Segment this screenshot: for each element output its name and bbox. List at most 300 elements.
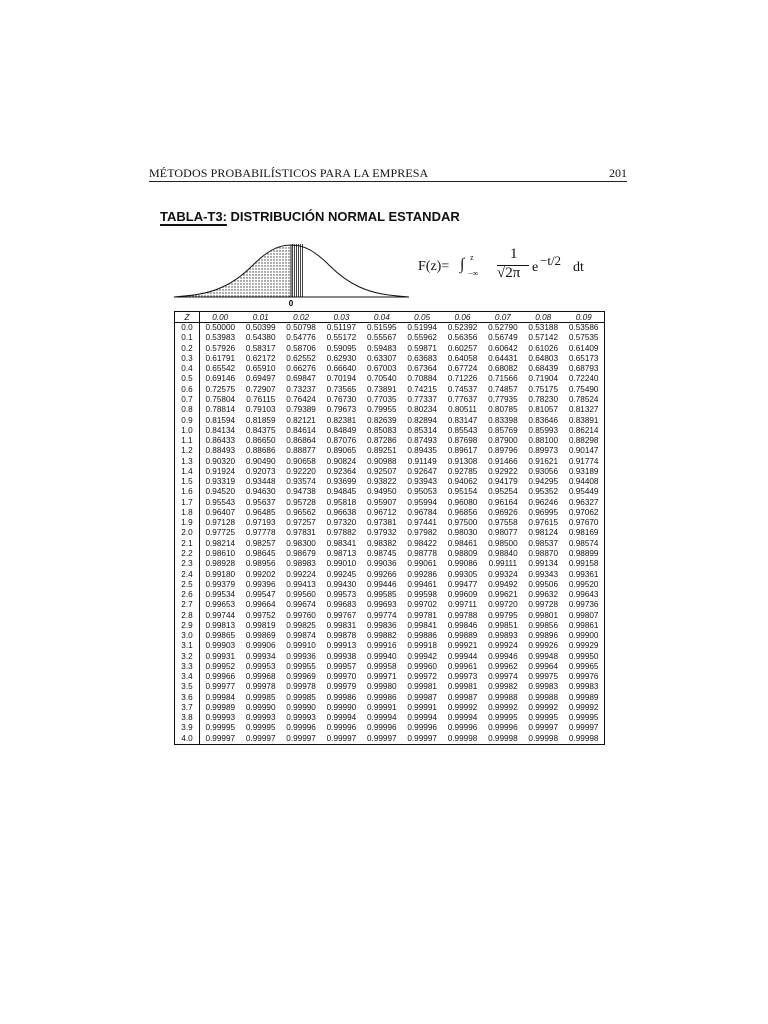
probability-cell: 0.80511 <box>448 405 477 415</box>
probability-cell: 0.99396 <box>245 579 276 589</box>
probability-cell: 0.88877 <box>286 446 316 456</box>
probability-cell: 0.99966 <box>205 672 236 682</box>
z-value-cell: 2.7 <box>175 600 200 610</box>
probability-cell: 0.99801 <box>528 610 559 620</box>
probability-cell: 0.95352 <box>528 487 559 497</box>
probability-cell: 0.99997 <box>286 733 316 743</box>
z-value-cell: 3.8 <box>175 713 200 723</box>
probability-cell: 0.99953 <box>245 661 276 671</box>
probability-cell: 0.93056 <box>528 466 559 476</box>
column-header: 0.06 <box>442 312 482 323</box>
z-value-cell: 1.8 <box>175 508 200 518</box>
probability-cell: 0.70194 <box>326 374 357 384</box>
z-value-cell: 2.4 <box>175 569 200 579</box>
probability-cell: 0.99224 <box>286 569 316 579</box>
probability-cell: 0.98645 <box>245 548 276 558</box>
probability-cell: 0.79673 <box>326 405 357 415</box>
probability-cell: 0.98610 <box>205 548 236 558</box>
probability-cell: 0.87076 <box>326 436 357 446</box>
probability-cell: 0.87698 <box>447 436 478 446</box>
probability-cell: 0.99994 <box>407 713 437 723</box>
probability-cell: 0.99976 <box>568 672 599 682</box>
z-value-cell: 3.7 <box>175 703 200 713</box>
probability-cell: 0.99964 <box>528 661 559 671</box>
probability-cell: 0.95728 <box>286 497 316 507</box>
probability-cell: 0.72907 <box>245 384 276 394</box>
probability-cell: 0.96485 <box>245 507 276 517</box>
probability-cell: 0.84849 <box>326 425 357 435</box>
probability-cell: 0.99906 <box>245 641 276 651</box>
probability-cell: 0.98809 <box>447 548 478 558</box>
probability-cell: 0.75804 <box>205 394 236 404</box>
probability-cell: 0.99865 <box>205 631 236 641</box>
z-value-cell: 2.1 <box>175 539 200 549</box>
table-row <box>175 364 605 374</box>
probability-cell: 0.99918 <box>407 641 437 651</box>
probability-cell: 0.96926 <box>488 507 518 517</box>
probability-cell: 0.99111 <box>488 559 518 569</box>
probability-cell: 0.95254 <box>488 487 518 497</box>
probability-cell: 0.91308 <box>447 456 478 466</box>
z-value-cell: 3.9 <box>175 723 200 733</box>
table-row <box>175 734 605 745</box>
probability-cell: 0.99893 <box>488 631 518 641</box>
probability-cell: 0.93448 <box>245 477 276 487</box>
probability-cell: 0.99774 <box>366 610 397 620</box>
probability-cell: 0.55567 <box>366 333 397 343</box>
probability-cell: 0.74537 <box>447 384 478 394</box>
probability-cell: 0.89796 <box>488 446 518 456</box>
z-value-cell: 1.1 <box>175 436 200 446</box>
column-header: 0.03 <box>321 312 361 323</box>
probability-cell: 0.69146 <box>205 374 236 384</box>
probability-cell: 0.99736 <box>568 600 599 610</box>
z-value-cell: 3.0 <box>175 631 200 641</box>
probability-cell: 0.50399 <box>245 323 276 333</box>
probability-cell: 0.99286 <box>407 569 437 579</box>
probability-cell: 0.95053 <box>407 487 437 497</box>
z-value-cell: 0.6 <box>175 385 200 395</box>
probability-cell: 0.53586 <box>568 323 599 333</box>
probability-cell: 0.99702 <box>407 600 437 610</box>
probability-cell: 0.99446 <box>366 579 397 589</box>
probability-cell: 0.99950 <box>568 651 599 661</box>
probability-cell: 0.92922 <box>488 466 518 476</box>
table-row <box>175 354 605 364</box>
probability-cell: 0.99986 <box>366 692 397 702</box>
column-header: 0.05 <box>402 312 442 323</box>
probability-cell: 0.93822 <box>366 477 397 487</box>
table-row <box>175 415 605 425</box>
probability-cell: 0.98928 <box>205 559 236 569</box>
probability-cell: 0.79103 <box>245 405 276 415</box>
table-row <box>175 610 605 620</box>
probability-cell: 0.99831 <box>326 620 357 630</box>
probability-cell: 0.98124 <box>528 528 559 538</box>
z-table <box>174 311 605 745</box>
probability-cell: 0.81057 <box>528 405 559 415</box>
probability-cell: 0.92220 <box>286 466 316 476</box>
book-title: MÉTODOS PROBABILÍSTICOS PARA LA EMPRESA <box>149 166 429 180</box>
probability-cell: 0.53188 <box>528 323 559 333</box>
probability-cell: 0.52392 <box>447 323 478 333</box>
probability-cell: 0.97670 <box>568 518 599 528</box>
probability-cell: 0.64431 <box>488 353 518 363</box>
probability-cell: 0.99819 <box>245 620 276 630</box>
probability-cell: 0.90490 <box>245 456 276 466</box>
probability-cell: 0.94845 <box>326 487 357 497</box>
probability-cell: 0.99934 <box>245 651 276 661</box>
z-value-cell: 2.6 <box>175 590 200 600</box>
probability-cell: 0.99997 <box>245 733 276 743</box>
probability-cell: 0.98382 <box>366 538 397 548</box>
probability-cell: 0.89065 <box>326 446 357 456</box>
probability-cell: 0.76424 <box>286 394 316 404</box>
probability-cell: 0.98870 <box>528 548 559 558</box>
probability-cell: 0.57535 <box>568 333 599 343</box>
probability-cell: 0.91774 <box>568 456 599 466</box>
z-value-cell: 1.9 <box>175 518 200 528</box>
probability-cell: 0.99990 <box>245 702 276 712</box>
probability-cell: 0.99882 <box>366 631 397 641</box>
probability-cell: 0.99931 <box>205 651 236 661</box>
probability-cell: 0.98679 <box>286 548 316 558</box>
z-value-cell: 0.2 <box>175 344 200 354</box>
fraction-numerator: 1 <box>510 246 518 262</box>
probability-cell: 0.68082 <box>488 364 518 374</box>
probability-cell: 0.81859 <box>245 415 276 425</box>
probability-cell: 0.99061 <box>407 559 437 569</box>
probability-cell: 0.97882 <box>326 528 357 538</box>
probability-cell: 0.98169 <box>568 528 599 538</box>
probability-cell: 0.96407 <box>205 507 236 517</box>
probability-cell: 0.99913 <box>326 641 357 651</box>
probability-cell: 0.99180 <box>205 569 236 579</box>
probability-cell: 0.97615 <box>528 518 559 528</box>
probability-cell: 0.99430 <box>326 579 357 589</box>
formula-lhs: F(z)= <box>418 259 450 274</box>
table-row <box>175 559 605 569</box>
axis-zero-label: 0 <box>288 299 294 308</box>
probability-cell: 0.68793 <box>568 364 599 374</box>
probability-cell: 0.99973 <box>447 672 478 682</box>
probability-cell: 0.77935 <box>488 394 518 404</box>
z-strip <box>291 244 304 297</box>
probability-cell: 0.80234 <box>407 405 437 415</box>
z-value-cell: 2.9 <box>175 621 200 631</box>
probability-cell: 0.99995 <box>488 713 518 723</box>
column-header: 0.09 <box>563 312 604 323</box>
probability-cell: 0.99981 <box>407 682 437 692</box>
probability-cell: 0.99010 <box>326 559 357 569</box>
probability-cell: 0.99795 <box>488 610 518 620</box>
probability-cell: 0.99856 <box>528 620 559 630</box>
probability-cell: 0.57926 <box>205 343 236 353</box>
probability-cell: 0.99955 <box>286 661 316 671</box>
cdf-formula <box>418 242 618 282</box>
probability-cell: 0.96246 <box>528 497 559 507</box>
probability-cell: 0.72575 <box>205 384 236 394</box>
probability-cell: 0.95637 <box>245 497 276 507</box>
probability-cell: 0.65542 <box>205 364 236 374</box>
probability-cell: 0.77337 <box>407 394 437 404</box>
probability-cell: 0.83891 <box>568 415 599 425</box>
probability-cell: 0.97381 <box>366 518 397 528</box>
table-row <box>175 682 605 692</box>
probability-cell: 0.77637 <box>447 394 478 404</box>
table-title <box>160 209 460 224</box>
probability-cell: 0.98778 <box>407 548 437 558</box>
exponent: −t/2 <box>540 253 562 268</box>
z-value-cell: 3.3 <box>175 662 200 672</box>
table-row <box>175 477 605 487</box>
probability-cell: 0.99989 <box>205 702 236 712</box>
probability-cell: 0.98745 <box>366 548 397 558</box>
probability-cell: 0.67003 <box>366 364 397 374</box>
probability-cell: 0.99324 <box>488 569 518 579</box>
probability-cell: 0.99869 <box>245 631 276 641</box>
probability-cell: 0.95449 <box>568 487 599 497</box>
probability-cell: 0.99998 <box>568 733 599 743</box>
probability-cell: 0.99988 <box>488 692 518 702</box>
probability-cell: 0.87286 <box>366 436 397 446</box>
probability-cell: 0.67724 <box>447 364 478 374</box>
probability-cell: 0.99982 <box>488 682 518 692</box>
column-header: 0.01 <box>241 312 281 323</box>
probability-cell: 0.83398 <box>488 415 518 425</box>
probability-cell: 0.99994 <box>326 713 357 723</box>
probability-cell: 0.52790 <box>488 323 518 333</box>
probability-cell: 0.98461 <box>447 538 478 548</box>
probability-cell: 0.99948 <box>528 651 559 661</box>
probability-cell: 0.78814 <box>205 405 236 415</box>
probability-cell: 0.93574 <box>286 477 316 487</box>
probability-cell: 0.99969 <box>286 672 316 682</box>
z-value-cell: 3.2 <box>175 652 200 662</box>
probability-cell: 0.97441 <box>407 518 437 528</box>
probability-cell: 0.90147 <box>568 446 599 456</box>
probability-cell: 0.94738 <box>286 487 316 497</box>
probability-cell: 0.99598 <box>407 590 437 600</box>
probability-cell: 0.65173 <box>568 353 599 363</box>
probability-cell: 0.99752 <box>245 610 276 620</box>
probability-cell: 0.92073 <box>245 466 276 476</box>
probability-cell: 0.91466 <box>488 456 518 466</box>
probability-cell: 0.99991 <box>407 702 437 712</box>
probability-cell: 0.86864 <box>286 436 316 446</box>
probability-cell: 0.99986 <box>326 692 357 702</box>
z-value-cell: 1.2 <box>175 446 200 456</box>
probability-cell: 0.99997 <box>366 733 397 743</box>
probability-cell: 0.90824 <box>326 456 357 466</box>
probability-cell: 0.54380 <box>245 333 276 343</box>
probability-cell: 0.99968 <box>245 672 276 682</box>
probability-cell: 0.66276 <box>286 364 316 374</box>
table-row <box>175 621 605 631</box>
probability-cell: 0.99266 <box>366 569 397 579</box>
probability-cell: 0.99997 <box>326 733 357 743</box>
z-value-cell: 0.9 <box>175 415 200 425</box>
probability-cell: 0.98500 <box>488 538 518 548</box>
z-value-cell: 2.2 <box>175 549 200 559</box>
probability-cell: 0.97982 <box>407 528 437 538</box>
probability-cell: 0.79955 <box>366 405 397 415</box>
table-row <box>175 323 605 334</box>
probability-cell: 0.63683 <box>407 353 437 363</box>
probability-cell: 0.89973 <box>528 446 559 456</box>
probability-cell: 0.78230 <box>528 394 559 404</box>
probability-cell: 0.96995 <box>528 507 559 517</box>
column-header: 0.04 <box>362 312 402 323</box>
probability-cell: 0.99997 <box>568 723 599 733</box>
probability-cell: 0.98422 <box>407 538 437 548</box>
probability-cell: 0.89251 <box>366 446 397 456</box>
table-row <box>175 590 605 600</box>
probability-cell: 0.99846 <box>447 620 478 630</box>
probability-cell: 0.98030 <box>447 528 478 538</box>
probability-cell: 0.53983 <box>205 333 236 343</box>
probability-cell: 0.94520 <box>205 487 236 497</box>
probability-cell: 0.99940 <box>366 651 397 661</box>
probability-cell: 0.99993 <box>286 713 316 723</box>
probability-cell: 0.96562 <box>286 507 316 517</box>
probability-cell: 0.68439 <box>528 364 559 374</box>
probability-cell: 0.99560 <box>286 590 316 600</box>
probability-cell: 0.97128 <box>205 518 236 528</box>
z-value-cell: 2.0 <box>175 528 200 538</box>
probability-cell: 0.99609 <box>447 590 478 600</box>
probability-cell: 0.80785 <box>488 405 518 415</box>
probability-cell: 0.86433 <box>205 436 236 446</box>
z-value-cell: 2.3 <box>175 559 200 569</box>
header-rule <box>149 181 627 182</box>
probability-cell: 0.98300 <box>286 538 316 548</box>
z-value-cell: 0.7 <box>175 395 200 405</box>
probability-cell: 0.94295 <box>528 477 559 487</box>
probability-cell: 0.94950 <box>366 487 397 497</box>
table-row <box>175 467 605 477</box>
probability-cell: 0.99942 <box>407 651 437 661</box>
probability-cell: 0.99995 <box>568 713 599 723</box>
probability-cell: 0.74215 <box>407 384 437 394</box>
probability-cell: 0.99981 <box>447 682 478 692</box>
probability-cell: 0.99992 <box>488 702 518 712</box>
probability-cell: 0.62172 <box>245 353 276 363</box>
probability-cell: 0.99921 <box>447 641 478 651</box>
probability-cell: 0.99461 <box>407 579 437 589</box>
probability-cell: 0.75175 <box>528 384 559 394</box>
probability-cell: 0.99929 <box>568 641 599 651</box>
probability-cell: 0.59871 <box>407 343 437 353</box>
probability-cell: 0.99924 <box>488 641 518 651</box>
probability-cell: 0.99693 <box>366 600 397 610</box>
column-header: Z <box>175 312 200 323</box>
probability-cell: 0.99788 <box>447 610 478 620</box>
probability-cell: 0.99980 <box>366 682 397 692</box>
probability-cell: 0.97558 <box>488 518 518 528</box>
probability-cell: 0.90658 <box>286 456 316 466</box>
probability-cell: 0.95543 <box>205 497 236 507</box>
probability-cell: 0.91621 <box>528 456 559 466</box>
probability-cell: 0.99896 <box>528 631 559 641</box>
table-row <box>175 518 605 528</box>
probability-cell: 0.97778 <box>245 528 276 538</box>
probability-cell: 0.58317 <box>245 343 276 353</box>
probability-cell: 0.63307 <box>366 353 397 363</box>
probability-cell: 0.99972 <box>407 672 437 682</box>
probability-cell: 0.99813 <box>205 620 236 630</box>
probability-cell: 0.99996 <box>447 723 478 733</box>
probability-cell: 0.70540 <box>366 374 397 384</box>
probability-cell: 0.99984 <box>205 692 236 702</box>
probability-cell: 0.64803 <box>528 353 559 363</box>
probability-cell: 0.62552 <box>286 353 316 363</box>
probability-cell: 0.99861 <box>568 620 599 630</box>
probability-cell: 0.95994 <box>407 497 437 507</box>
probability-cell: 0.99632 <box>528 590 559 600</box>
probability-cell: 0.99977 <box>205 682 236 692</box>
probability-cell: 0.99343 <box>528 569 559 579</box>
probability-cell: 0.98537 <box>528 538 559 548</box>
table-row <box>175 539 605 549</box>
column-header: 0.00 <box>200 312 241 323</box>
probability-cell: 0.99996 <box>407 723 437 733</box>
probability-cell: 0.57142 <box>528 333 559 343</box>
upper-limit: z <box>470 253 474 262</box>
probability-cell: 0.99990 <box>326 702 357 712</box>
probability-cell: 0.99889 <box>447 631 478 641</box>
z-value-cell: 0.8 <box>175 405 200 415</box>
probability-cell: 0.66640 <box>326 364 357 374</box>
probability-cell: 0.98840 <box>488 548 518 558</box>
probability-cell: 0.99760 <box>286 610 316 620</box>
probability-cell: 0.61026 <box>528 343 559 353</box>
probability-cell: 0.71904 <box>528 374 559 384</box>
probability-cell: 0.95154 <box>447 487 478 497</box>
probability-cell: 0.84134 <box>205 425 236 435</box>
probability-cell: 0.82381 <box>326 415 357 425</box>
probability-cell: 0.99994 <box>366 713 397 723</box>
probability-cell: 0.99997 <box>205 733 236 743</box>
table-row <box>175 333 605 343</box>
probability-cell: 0.99585 <box>366 590 397 600</box>
probability-cell: 0.99477 <box>447 579 478 589</box>
probability-cell: 0.99202 <box>245 569 276 579</box>
probability-cell: 0.99910 <box>286 641 316 651</box>
probability-cell: 0.65910 <box>245 364 276 374</box>
probability-cell: 0.97831 <box>286 528 316 538</box>
probability-cell: 0.59095 <box>326 343 357 353</box>
probability-cell: 0.99807 <box>568 610 599 620</box>
probability-cell: 0.90320 <box>205 456 236 466</box>
probability-cell: 0.99989 <box>568 692 599 702</box>
probability-cell: 0.99961 <box>447 661 478 671</box>
probability-cell: 0.97062 <box>568 507 599 517</box>
table-row <box>175 487 605 497</box>
probability-cell: 0.99946 <box>488 651 518 661</box>
probability-cell: 0.99995 <box>528 713 559 723</box>
probability-cell: 0.56749 <box>488 333 518 343</box>
z-value-cell: 4.0 <box>175 734 200 745</box>
probability-cell: 0.99985 <box>245 692 276 702</box>
probability-cell: 0.97932 <box>366 528 397 538</box>
probability-cell: 0.99998 <box>447 733 478 743</box>
probability-cell: 0.99836 <box>366 620 397 630</box>
probability-cell: 0.96080 <box>447 497 478 507</box>
running-header <box>149 166 627 180</box>
z-value-cell: 3.6 <box>175 693 200 703</box>
z-value-cell: 0.0 <box>175 323 200 334</box>
